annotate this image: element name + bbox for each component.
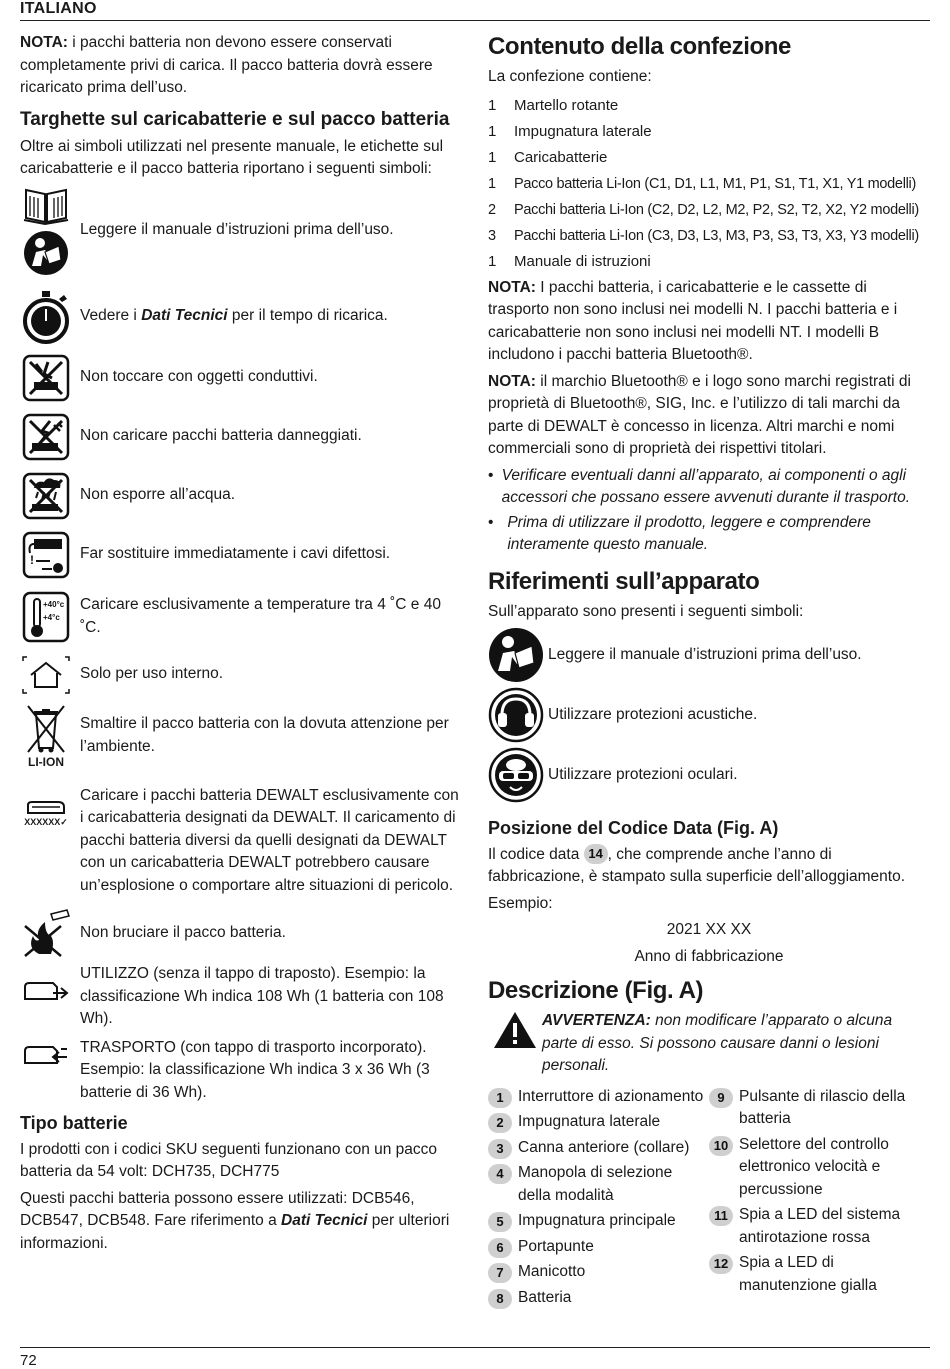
list-item: 7 Manicotto	[488, 1261, 709, 1284]
symbol-only-dewalt	[20, 785, 460, 898]
list-item: 12 Spia a LED di manutenzione gialla	[709, 1252, 930, 1297]
battery-pack-icon	[24, 799, 68, 817]
defective-cord-icon	[22, 531, 70, 579]
list-item: 3 Canna anteriore (collare)	[488, 1137, 709, 1160]
list-item: 6 Portapunte	[488, 1236, 709, 1259]
note-models: NOTA: I pacchi batteria, i caricabatterie e le cassette di trasporto non sono inclusi nei modelli N. I pacchi batteria e i caricabatterie non sono inclusi nei modelli NT. I modelli B includono i pacchi batteria Bluetooth®.	[488, 278, 898, 363]
markings-heading: Riferimenti sull’apparato	[488, 567, 760, 595]
example-code: 2021 XX XX	[666, 921, 752, 938]
list-item: 1 Manuale di istruzioni	[488, 252, 651, 270]
symbol-no-conductive	[20, 349, 460, 407]
battery-type-p1: I prodotti con i codici SKU seguenti funzionano con un pacco batteria da 54 volt: DCH735, DCH775	[20, 1140, 438, 1180]
markings-intro: Sull’apparato sono presenti i seguenti simboli:	[488, 602, 804, 620]
labels-heading: Targhette sul caricabatterie e sul pacco batteria	[20, 108, 450, 130]
symbol-indoor	[20, 649, 460, 701]
symbol-text: Caricare i pacchi batteria DEWALT esclusivamente con i caricabatteria designati da DEWALT. Il caricamento di pacchi batteria diversi da quelli designati da DEWALT con un caricabatteria DEWALT potrebbero causare un’esplosione o comportare altre situazioni di pericolo.	[80, 786, 459, 894]
crossed-bin-icon	[26, 704, 66, 754]
no-damaged-battery-icon	[22, 413, 70, 461]
symbol-text: Leggere il manuale d’istruzioni prima dell’uso.	[80, 221, 394, 239]
usage-battery-icon	[23, 979, 69, 1005]
parts-column-right	[709, 1086, 930, 1313]
read-manual-person-icon	[23, 230, 69, 276]
symbol-replace-cords	[20, 525, 460, 585]
symbol-no-burn	[20, 903, 460, 963]
contents-intro: La confezione contiene:	[488, 68, 652, 85]
list-item: 11 Spia a LED del sistema antirotazione rossa	[709, 1204, 930, 1249]
warning-triangle-icon	[488, 1010, 542, 1050]
parts-list	[488, 1086, 930, 1313]
symbol-text: Far sostituire immediatamente i cavi difettosi.	[80, 545, 391, 563]
list-item: 2 Impugnatura laterale	[488, 1111, 709, 1134]
symbol-text: UTILIZZO (senza il tappo di traposto). Esempio: la classificazione Wh indica 108 Wh (1 batteria con 108 Wh).	[80, 965, 444, 1027]
symbol-text: Non caricare pacchi batteria danneggiati.	[80, 427, 362, 445]
list-item: 3 Pacchi batteria Li-Ion (C3, D3, L3, M3, P3, S3, T3, X3, Y3 modelli)	[488, 227, 919, 244]
symbol-text: Smaltire il pacco batteria con la dovuta attenzione per l’ambiente.	[80, 715, 449, 755]
bullet-item: • Prima di utilizzare il prodotto, leggere e comprendere interamente questo manuale.	[488, 513, 871, 553]
symbol-no-damaged	[20, 407, 460, 467]
symbol-text: Non toccare con oggetti conduttivi.	[80, 368, 318, 386]
datecode-heading: Posizione del Codice Data (Fig. A)	[488, 818, 779, 838]
open-book-icon	[23, 186, 69, 226]
symbol-text: Non bruciare il pacco batteria.	[80, 923, 286, 941]
no-water-icon	[22, 472, 70, 520]
list-item: 2 Pacchi batteria Li-Ion (C2, D2, L2, M2, P2, S2, T2, X2, Y2 modelli)	[488, 201, 919, 218]
list-item: 4 Manopola di selezione della modalità	[488, 1162, 709, 1207]
bottom-divider	[20, 1347, 930, 1348]
stopwatch-icon	[22, 289, 70, 345]
bullet-item: • Verificare eventuali danni all’apparato, ai componenti o agli accessori che possano essere avvenuti durante il trasporto.	[488, 466, 911, 506]
labels-intro: Oltre ai simboli utilizzati nel presente manuale, le etichette sul caricabatterie e il pacco batteria riportano i seguenti simboli:	[20, 137, 444, 177]
note-bluetooth: NOTA: il marchio Bluetooth® e i logo sono marchi registrati di proprietà di Bluetooth®, SIG, Inc. e l’utilizzo di tali marchi da parte di DEWALT è concesso in licenza. Altri marchi e nomi commerciali sono di proprietà dei rispettivi titolari.	[488, 372, 911, 457]
marking-eye-protection: Utilizzare protezioni oculari.	[488, 747, 930, 803]
symbol-no-water	[20, 467, 460, 525]
symbol-text: Non esporre all’acqua.	[80, 486, 236, 504]
example-caption: Anno di fabbricazione	[634, 947, 784, 965]
left-column	[20, 32, 460, 1259]
ear-protection-icon	[488, 687, 544, 743]
datecode-text: Il codice data 14 , che comprende anche l’anno di fabbricazione, è stampato sulla superficie dell’alloggiamento.	[488, 845, 906, 885]
li-ion-label: LI-ION	[28, 754, 64, 769]
manual-icons	[20, 186, 72, 276]
symbol-read-manual	[20, 185, 460, 277]
marking-read-manual: Leggere il manuale d’istruzioni prima dell’uso.	[488, 627, 930, 683]
xxxxxx-label: XXXXXX✓	[24, 816, 68, 827]
symbol-temperature	[20, 585, 460, 649]
symbol-transport	[20, 1037, 460, 1105]
no-conductive-objects-icon	[22, 354, 70, 402]
list-item: 1 Caricabatterie	[488, 148, 608, 166]
eye-protection-icon	[488, 747, 544, 803]
symbol-text: Vedere i Dati Tecnici per il tempo di ricarica.	[80, 307, 388, 325]
list-item: 1 Martello rotante	[488, 96, 619, 114]
symbol-charge-time	[20, 285, 460, 349]
warning-block: AVVERTENZA: non modificare l’apparato o alcuna parte di esso. Si possono causare danni o lesioni personali.	[488, 1010, 930, 1078]
top-divider	[20, 20, 930, 21]
symbol-usage	[20, 963, 460, 1031]
marking-ear-protection: Utilizzare protezioni acustiche.	[488, 687, 930, 743]
svg-text:+40°c: +40°c	[43, 599, 65, 609]
callout-badge: 14	[584, 844, 608, 864]
parts-column-left	[488, 1086, 709, 1313]
battery-type-heading: Tipo batterie	[20, 1113, 128, 1133]
list-item: 9 Pulsante di rilascio della batteria	[709, 1086, 930, 1131]
list-item: 10 Selettore del controllo elettronico velocità e percussione	[709, 1134, 930, 1202]
svg-text:!: !	[30, 552, 34, 567]
battery-type-p2: Questi pacchi batteria possono essere utilizzati: DCB546, DCB547, DCB548. Fare riferimento a Dati Tecnici per ulteriori informazioni.	[20, 1189, 450, 1252]
example-label: Esempio:	[488, 894, 553, 912]
contents-heading: Contenuto della confezione	[488, 33, 791, 60]
transport-battery-icon	[23, 1043, 69, 1069]
list-item: 1 Interruttore di azionamento	[488, 1086, 709, 1109]
indoor-house-icon	[21, 655, 71, 695]
page-number: 72	[20, 1352, 37, 1369]
thermometer-icon	[22, 591, 70, 643]
contents-list	[488, 93, 930, 275]
description-heading: Descrizione (Fig. A)	[488, 977, 704, 1004]
no-fire-icon	[21, 908, 71, 958]
note-storage: NOTA: i pacchi batteria non devono essere conservati completamente privi di carica. Il pacco batteria dovrà essere ricaricato prima dell’uso.	[20, 34, 433, 96]
symbol-text: Caricare esclusivamente a temperature tra 4 ˚C e 40 ˚C.	[80, 596, 441, 636]
list-item: 1 Pacco batteria Li-Ion (C1, D1, L1, M1, P1, S1, T1, X1, Y1 modelli)	[488, 175, 916, 192]
language-header: ITALIANO	[20, 0, 97, 17]
list-item: 1 Impugnatura laterale	[488, 122, 652, 140]
svg-text:+4°c: +4°c	[43, 612, 60, 622]
symbol-text: Solo per uso interno.	[80, 665, 224, 683]
symbol-text: TRASPORTO (con tappo di trasporto incorporato). Esempio: la classificazione Wh indica 3 x 36 Wh (3 batterie di 36 Wh).	[80, 1038, 430, 1101]
right-column	[488, 32, 930, 1312]
list-item: 5 Impugnatura principale	[488, 1210, 709, 1233]
list-item: 8 Batteria	[488, 1287, 709, 1310]
read-manual-icon	[488, 627, 544, 683]
symbol-dispose	[20, 701, 460, 771]
